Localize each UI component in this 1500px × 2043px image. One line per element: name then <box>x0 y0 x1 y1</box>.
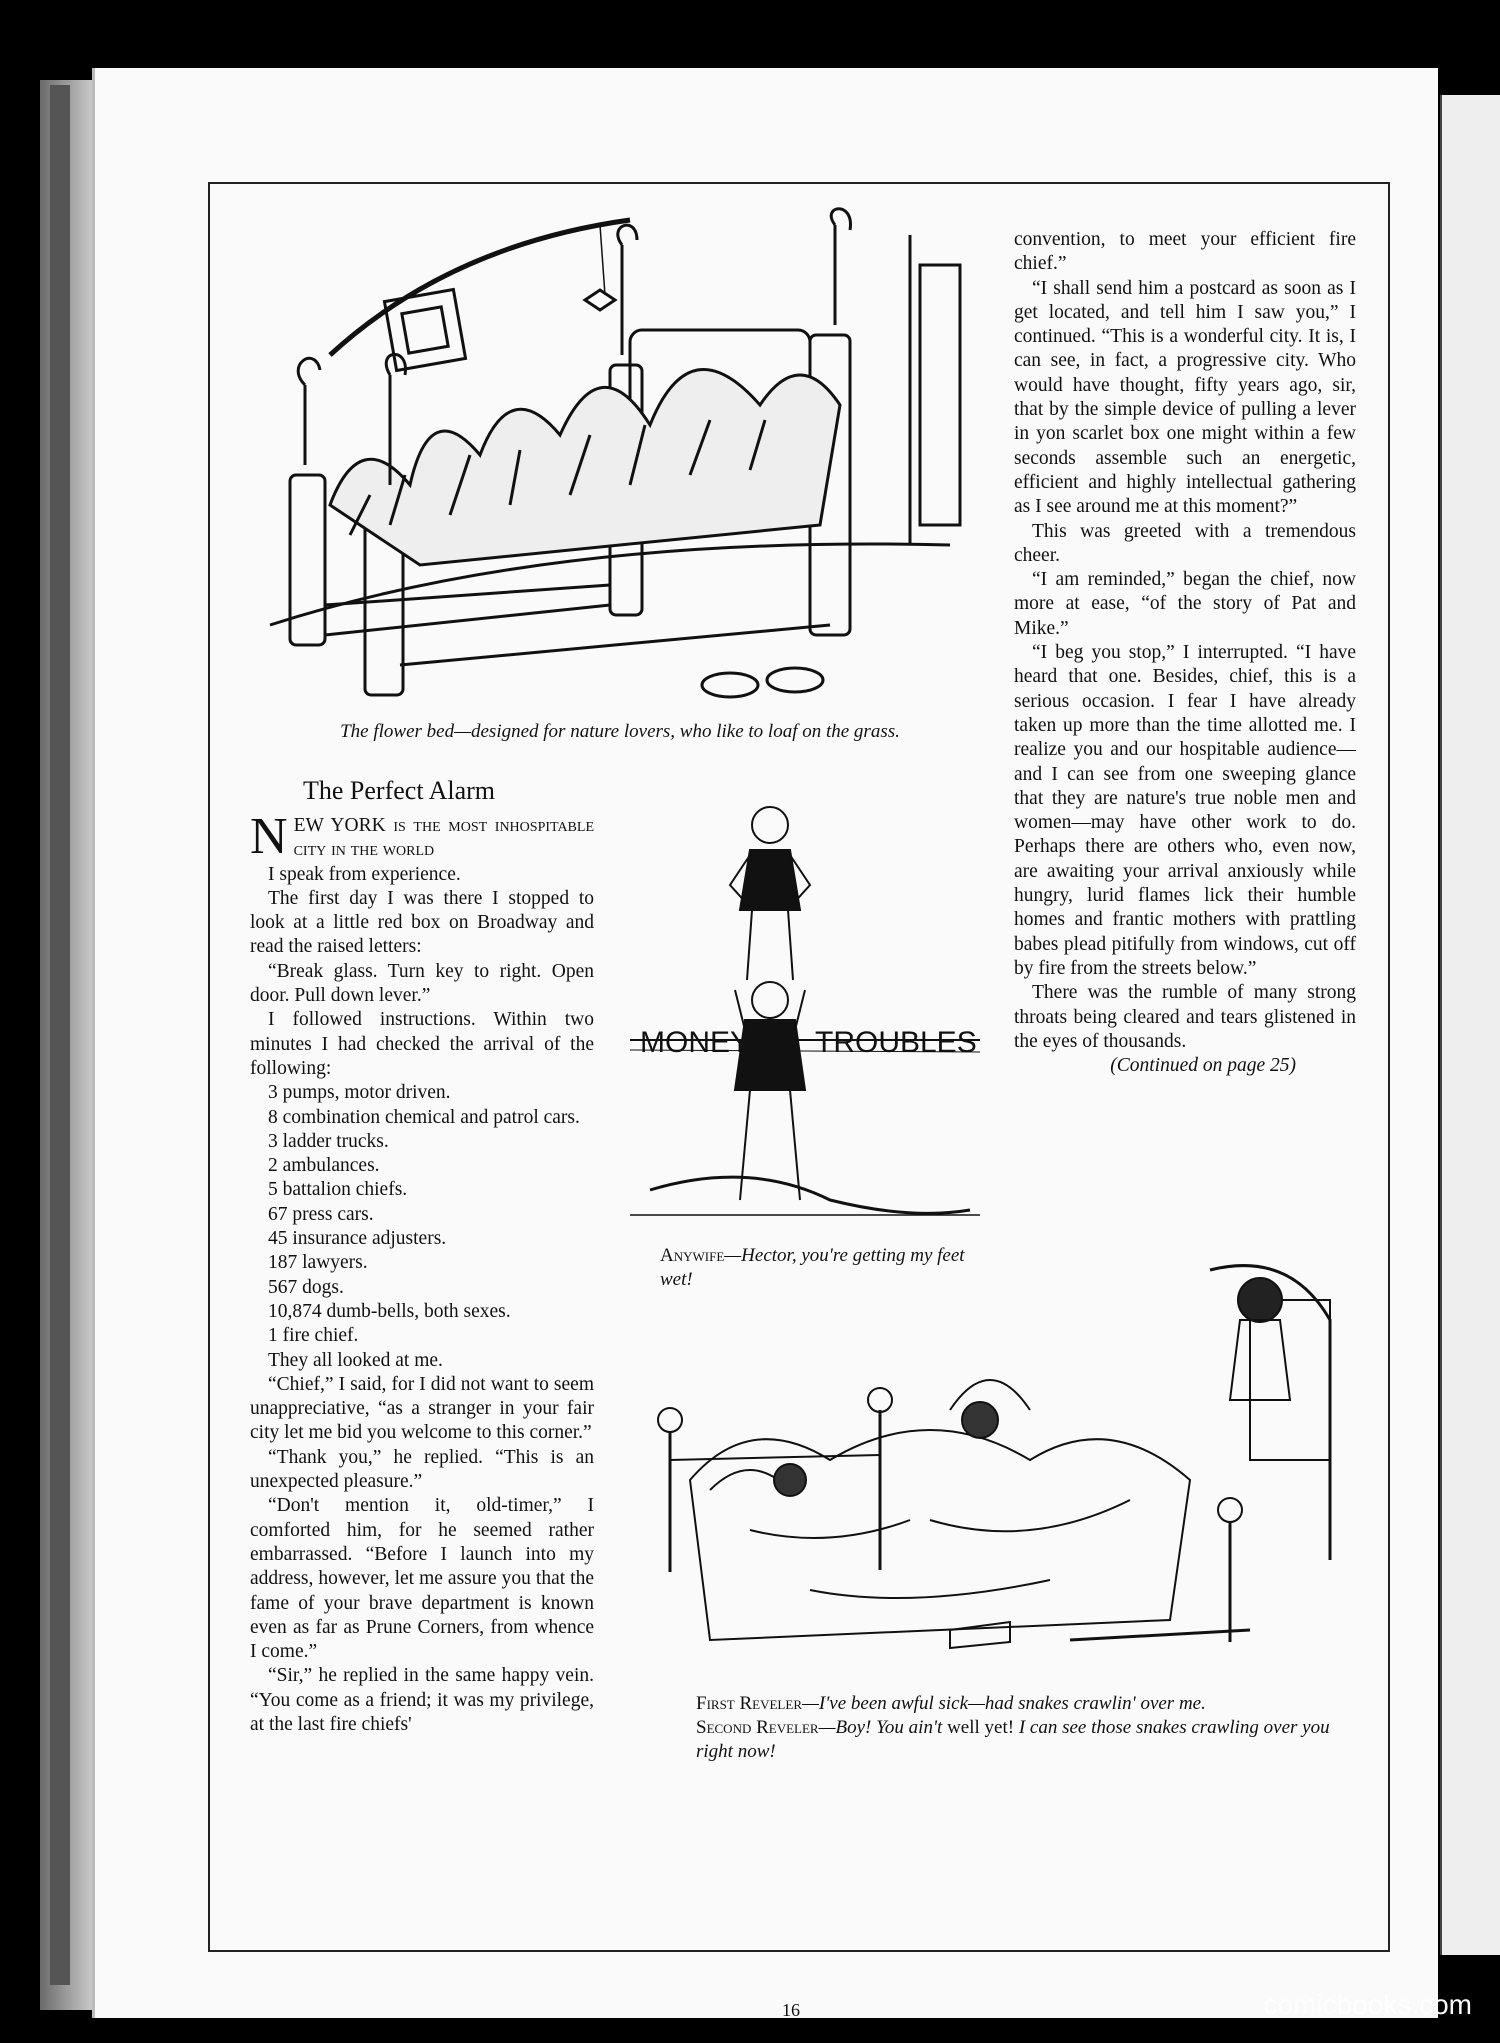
paragraph: “I shall send him a postcard as soon as I get located, and tell him I saw you,” I continued. “This is a wonderful city. It is, I can see, in fact, a progressive city. Who would have thought, fifty years ago, sir, that by the simple device of pulling a lever in yon scarlet box one might within a few seconds assemble such an energetic, efficient and highly intellectual gathering as I see around me at this moment?” <box>1014 277 1356 518</box>
revelers-cartoon <box>650 1260 1350 1680</box>
money-troubles-cartoon <box>630 790 980 1230</box>
list-item: 2 ambulances. <box>268 1155 380 1177</box>
paragraph: “Chief,” I said, for I did not want to seem unappreciative, “as a stranger in your fair city let me bid you welcome to this corner.” <box>250 1373 594 1444</box>
second-speaker: Second Reveler <box>696 1717 819 1738</box>
money-label: MONEY <box>640 1026 751 1059</box>
book-spine-shadow <box>50 85 70 1985</box>
paragraph: The first day I was there I stopped to look at a little red box on Broadway and read the raised letters: <box>250 887 594 958</box>
paragraph: “Sir,” he replied in the same happy vein. “You come as a friend; it was my privilege, at the last fire chiefs' <box>250 1665 594 1735</box>
first-line: —I've been awful sick—had snakes crawlin' over me. <box>801 1693 1206 1714</box>
list-item: 67 press cars. <box>268 1203 374 1225</box>
article-right-column <box>1014 228 1356 1078</box>
flower-bed-cartoon <box>250 205 970 725</box>
flower-bed-caption: The flower bed—designed for nature lovers, who like to loaf on the grass. <box>340 721 900 742</box>
paragraph: “Thank you,” he replied. “This is an unexpected pleasure.” <box>250 1446 594 1493</box>
list-item: 45 insurance adjusters. <box>268 1228 447 1250</box>
paragraph: I followed instructions. Within two minutes I had checked the arrival of the following: <box>250 1009 594 1079</box>
page-number: 16 <box>782 2000 800 2020</box>
list-item: 3 pumps, motor driven. <box>268 1082 451 1104</box>
list-item: 10,874 dumb-bells, both sexes. <box>268 1300 511 1322</box>
paragraph: “Don't mention it, old-timer,” I comforted him, for he seemed rather embarrassed. “Before I launch into my address, however, let me assure you that the fame of your brave department is known even as far as Prune Corners, from whence I come.” <box>250 1495 594 1663</box>
list-item: 3 ladder trucks. <box>268 1130 389 1152</box>
next-page-edge <box>1440 95 1500 1955</box>
drop-cap: N <box>250 808 288 865</box>
article-title: The Perfect Alarm <box>303 776 496 805</box>
list-item: 5 battalion chiefs. <box>268 1179 408 1201</box>
article-opening: EW YORK is the most inhospitable city in the world <box>293 815 594 861</box>
paragraph: I speak from experience. <box>268 863 461 885</box>
caption-line: —Hector, you're getting my feet wet! <box>660 1245 965 1290</box>
list-item: 1 fire chief. <box>268 1325 359 1347</box>
paragraph: They all looked at me. <box>268 1349 443 1371</box>
paragraph: This was greeted with a tremendous cheer. <box>1014 520 1356 566</box>
paragraph: convention, to meet your efficient fire chief.” <box>1014 229 1356 275</box>
second-line-c: I can see those snakes crawling over you right now! <box>696 1717 1330 1762</box>
revelers-caption <box>670 1692 1330 1764</box>
article-left-column <box>250 808 594 1737</box>
first-speaker: First Reveler <box>696 1693 802 1714</box>
caption-speaker: Anywife <box>660 1245 725 1266</box>
list-item: 187 lawyers. <box>268 1252 368 1274</box>
paragraph: There was the rumble of many strong throats being cleared and tears glistened in the eyes of thousands. <box>1014 982 1356 1052</box>
troubles-label: TROUBLES <box>815 1026 977 1059</box>
continued-note: (Continued on page 25) <box>1110 1055 1296 1077</box>
list-item: 8 combination chemical and patrol cars. <box>268 1106 580 1128</box>
paragraph: “Break glass. Turn key to right. Open door. Pull down lever.” <box>250 960 594 1007</box>
paragraph: “I beg you stop,” I interrupted. “I have heard that one. Besides, chief, this is a serious occasion. I fear I have already taken up more than the time allotted me. I realize you and our hospitable audience—and I can see from one sweeping glance that they are nature's true noble men and women—may have other work to do. Perhaps there are others who, even now, are awaiting your arrival anxiously while hungry, lurid flames lick their humble homes and frantic mothers with prattling babes plead pitifully from windows, cut off by fire from the streets below.” <box>1014 642 1356 979</box>
second-line-b: well yet! <box>947 1717 1015 1738</box>
list-item: 567 dogs. <box>268 1276 344 1298</box>
second-line-a: —Boy! You ain't <box>818 1717 943 1738</box>
watermark: comicbooks.com <box>1263 1989 1472 2020</box>
paragraph: “I am reminded,” began the chief, now more at ease, “of the story of Pat and Mike.” <box>1014 569 1356 639</box>
